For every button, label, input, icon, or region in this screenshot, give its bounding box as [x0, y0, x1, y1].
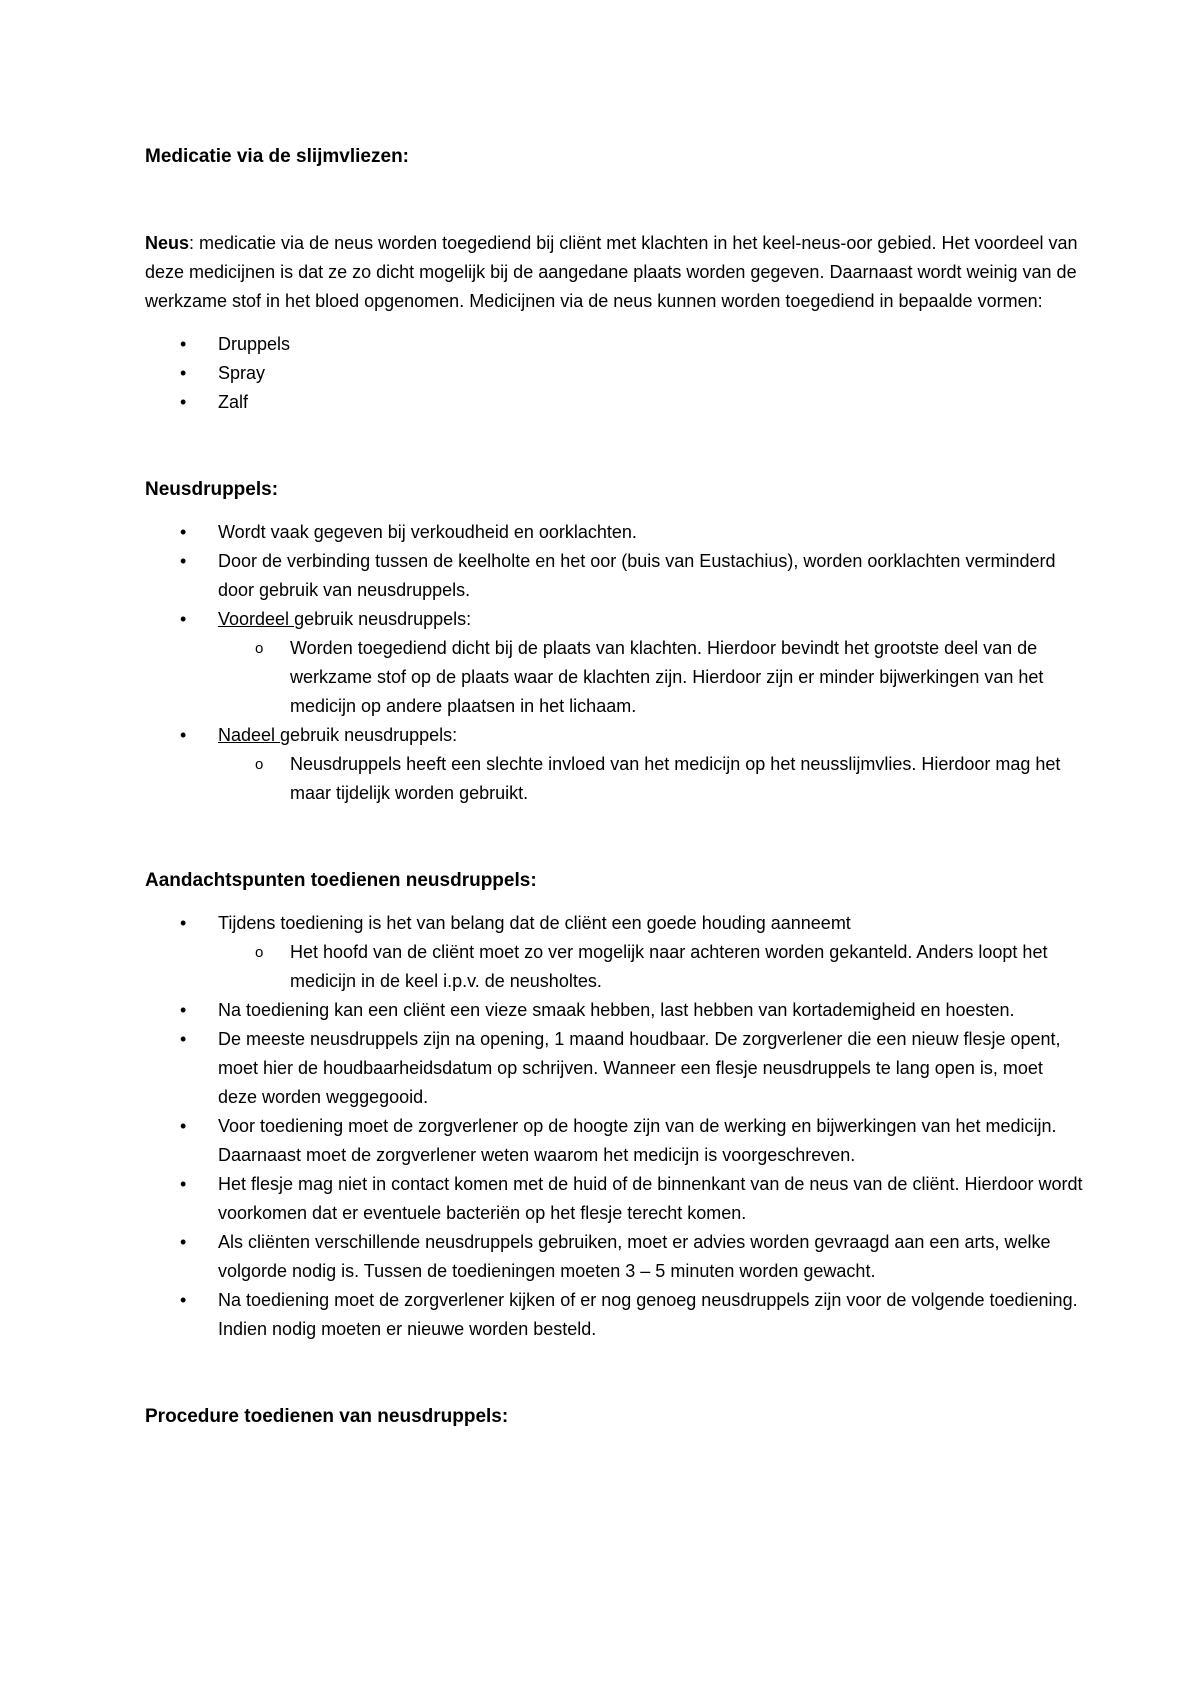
nadeel-sublist — [218, 750, 1085, 808]
list-item: • Zalf — [145, 388, 1085, 417]
sub-list-item: o Neusdruppels heeft een slechte invloed van het medicijn op het neusslijmvlies. Hierdoor mag het maar tijdelijk worden gebruikt. — [145, 750, 1085, 808]
list-item: • Voor toediening moet de zorgverlener op de hoogte zijn van de werking en bijwerkingen van het medicijn. Daarnaast moet de zorgverlener weten waarom het medicijn is voorgeschreven. — [145, 1112, 1085, 1170]
list-item: • Spray — [145, 359, 1085, 388]
list-item: • De meeste neusdruppels zijn na opening, 1 maand houdbaar. De zorgverlener die een nieuw flesje opent, moet hier de houdbaarheidsdatum op schrijven. Wanneer een flesje neusdruppels te lang open is, moet deze worden weggegooid. — [145, 1025, 1085, 1112]
nadeel-label: Nadeel — [218, 725, 281, 745]
forms-list — [145, 330, 1085, 417]
list-item: • Door de verbinding tussen de keelholte en het oor (buis van Eustachius), worden oorklachten verminderd door gebruik van neusdruppels. — [145, 547, 1085, 605]
voordeel-label: Voordeel — [218, 609, 295, 629]
list-item: • Als cliënten verschillende neusdruppels gebruiken, moet er advies worden gevraagd aan een arts, welke volgorde nodig is. Tussen de toedieningen moeten 3 – 5 minuten worden gewacht. — [145, 1228, 1085, 1286]
sub-list-item: o Worden toegediend dicht bij de plaats van klachten. Hierdoor bevindt het grootste deel van de werkzame stof op de plaats waar de klachten zijn. Hierdoor zijn er minder bijwerkingen van het medicijn op andere plaatsen in het lichaam. — [145, 634, 1085, 721]
aandacht-item-text: Tijdens toediening is het van belang dat de cliënt een goede houding aanneemt — [218, 913, 851, 933]
list-item: • Het flesje mag niet in contact komen met de huid of de binnenkant van de neus van de cliënt. Hierdoor wordt voorkomen dat er eventuele bacteriën op het flesje terecht komen. — [145, 1170, 1085, 1228]
document-content — [145, 142, 1085, 1431]
neus-text: : medicatie via de neus worden toegediend bij cliënt met klachten in het keel-neus-oor gebied. Het voordeel van deze medicijnen is dat ze zo dicht mogelijk bij de aangedane plaats worden gegeven. Daarnaast wordt weinig van de werkzame stof in het bloed opgenomen. Medicijnen via de neus kunnen worden toegediend in bepaalde vormen: — [145, 233, 1078, 311]
list-item: • Wordt vaak gegeven bij verkoudheid en oorklachten. — [145, 518, 1085, 547]
aandacht-heading: Aandachtspunten toedienen neusdruppels: — [145, 870, 537, 891]
list-item: • Na toediening kan een cliënt een vieze smaak hebben, last hebben van kortademigheid en hoesten. — [145, 996, 1085, 1025]
neusdruppels-list — [145, 518, 1085, 808]
nadeel-text: gebruik neusdruppels: — [280, 725, 458, 745]
neus-paragraph — [145, 229, 1085, 316]
list-item — [145, 909, 1085, 996]
neusdruppels-heading: Neusdruppels: — [145, 479, 279, 500]
list-item — [145, 605, 1085, 721]
voordeel-text: gebruik neusdruppels: — [294, 609, 472, 629]
list-item: • Na toediening moet de zorgverlener kijken of er nog genoeg neusdruppels zijn voor de volgende toediening. Indien nodig moeten er nieuwe worden besteld. — [145, 1286, 1085, 1344]
page-title: Medicatie via de slijmvliezen: — [145, 146, 409, 167]
list-item: • Druppels — [145, 330, 1085, 359]
list-item — [145, 721, 1085, 808]
neus-label: Neus — [145, 233, 190, 253]
procedure-heading: Procedure toedienen van neusdruppels: — [145, 1406, 509, 1427]
aandacht-list — [145, 909, 1085, 1344]
voordeel-sublist — [218, 634, 1085, 721]
sub-list-item: o Het hoofd van de cliënt moet zo ver mogelijk naar achteren worden gekanteld. Anders loopt het medicijn in de keel i.p.v. de neusholtes. — [145, 938, 1085, 996]
aandacht-sublist — [218, 938, 1085, 996]
